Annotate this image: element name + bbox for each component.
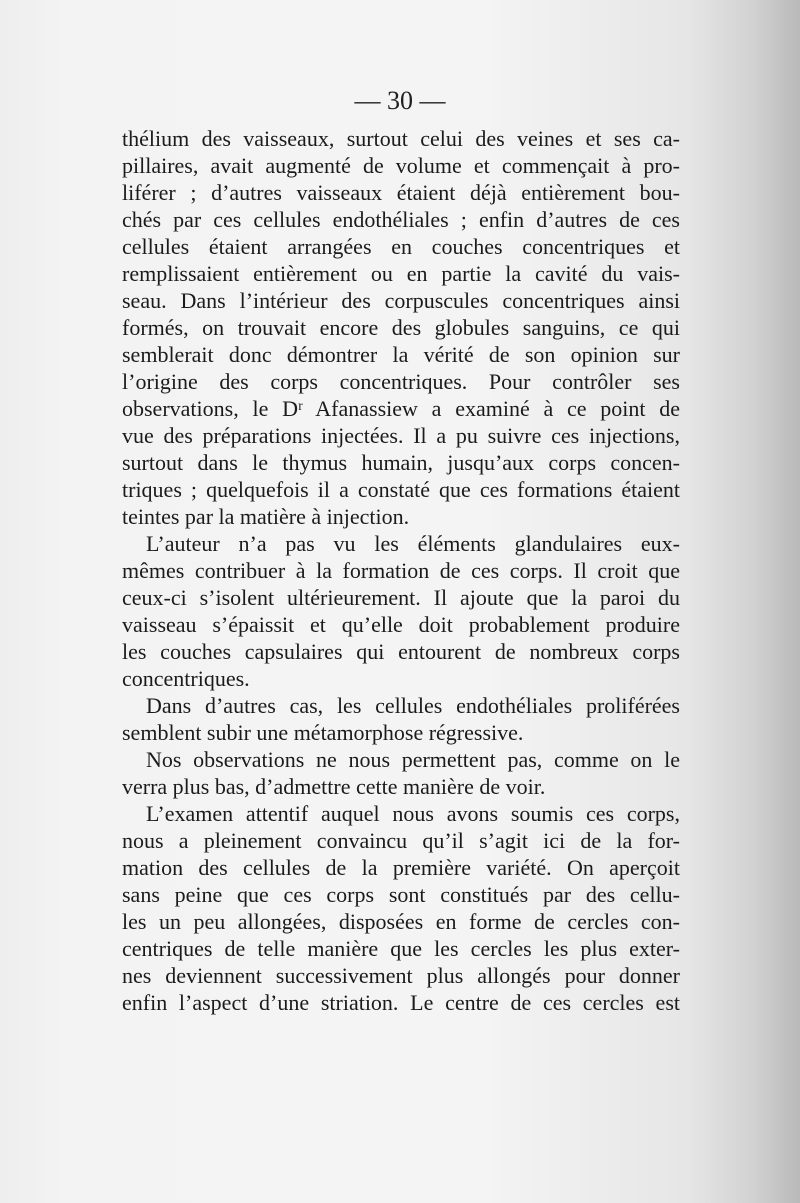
text-line: l’origine des corps concentriques. Pour contrôler ses xyxy=(122,369,680,394)
text-line: centriques de telle manière que les cercles les plus exter- xyxy=(122,936,680,961)
text-line: formés, on trouvait encore des globules sanguins, ce qui xyxy=(122,315,680,340)
paragraph-first-line: L’examen attentif auquel nous avons soumis ces corps, xyxy=(146,801,680,826)
text-line: sans peine que ces corps sont constitués par des cellu- xyxy=(122,882,680,907)
text-line: mêmes contribuer à la formation de ces corps. Il croit que xyxy=(122,558,680,583)
text-line: surtout dans le thymus humain, jusqu’aux corps concen- xyxy=(122,450,680,475)
text-line: thélium des vaisseaux, surtout celui des veines et ses ca- xyxy=(122,126,680,151)
text-line: verra plus bas, d’admettre cette manière de voir. xyxy=(122,774,546,799)
text-line: ceux-ci s’isolent ultérieurement. Il ajoute que la paroi du xyxy=(122,585,680,610)
text-line: semblerait donc démontrer la vérité de son opinion sur xyxy=(122,342,680,367)
text-line: les un peu allongées, disposées en forme de cercles con- xyxy=(122,909,680,934)
text-line: nes deviennent successivement plus allongés pour donner xyxy=(122,963,680,988)
paragraph-first-line: L’auteur n’a pas vu les éléments glandulaires eux- xyxy=(146,531,680,556)
text-line: semblent subir une métamorphose régressive. xyxy=(122,720,524,745)
text-line: liférer ; d’autres vaisseaux étaient déjà entièrement bou- xyxy=(122,180,680,205)
text-line: seau. Dans l’intérieur des corpuscules concentriques ainsi xyxy=(122,288,680,313)
text-line: concentriques. xyxy=(122,666,250,691)
text-line: teintes par la matière à injection. xyxy=(122,504,410,529)
text-line: vue des préparations injectées. Il a pu suivre ces injections, xyxy=(122,423,680,448)
text-line: remplissaient entièrement ou en partie la cavité du vais- xyxy=(122,261,680,286)
paragraph-first-line: Nos observations ne nous permettent pas, comme on le xyxy=(146,747,680,772)
text-line: triques ; quelquefois il a constaté que ces formations étaient xyxy=(122,477,680,502)
page-number: — 30 — xyxy=(354,86,446,115)
text-line: nous a pleinement convaincu qu’il s’agit ici de la for- xyxy=(122,828,680,853)
text-line: mation des cellules de la première variété. On aperçoit xyxy=(122,855,680,880)
body-text xyxy=(122,125,680,1016)
paragraph-first-line: Dans d’autres cas, les cellules endothéliales proliférées xyxy=(146,693,680,718)
text-line: les couches capsulaires qui entourent de nombreux corps xyxy=(122,639,680,664)
text-line: chés par ces cellules endothéliales ; enfin d’autres de ces xyxy=(122,207,680,232)
text-line: vaisseau s’épaissit et qu’elle doit probablement produire xyxy=(122,612,680,637)
text-line: cellules étaient arrangées en couches concentriques et xyxy=(122,234,680,259)
text-line: enfin l’aspect d’une striation. Le centre de ces cercles est xyxy=(122,990,680,1015)
text-line: pillaires, avait augmenté de volume et commençait à pro- xyxy=(122,153,680,178)
text-line: observations, le Dʳ Afanassiew a examiné à ce point de xyxy=(122,396,680,421)
